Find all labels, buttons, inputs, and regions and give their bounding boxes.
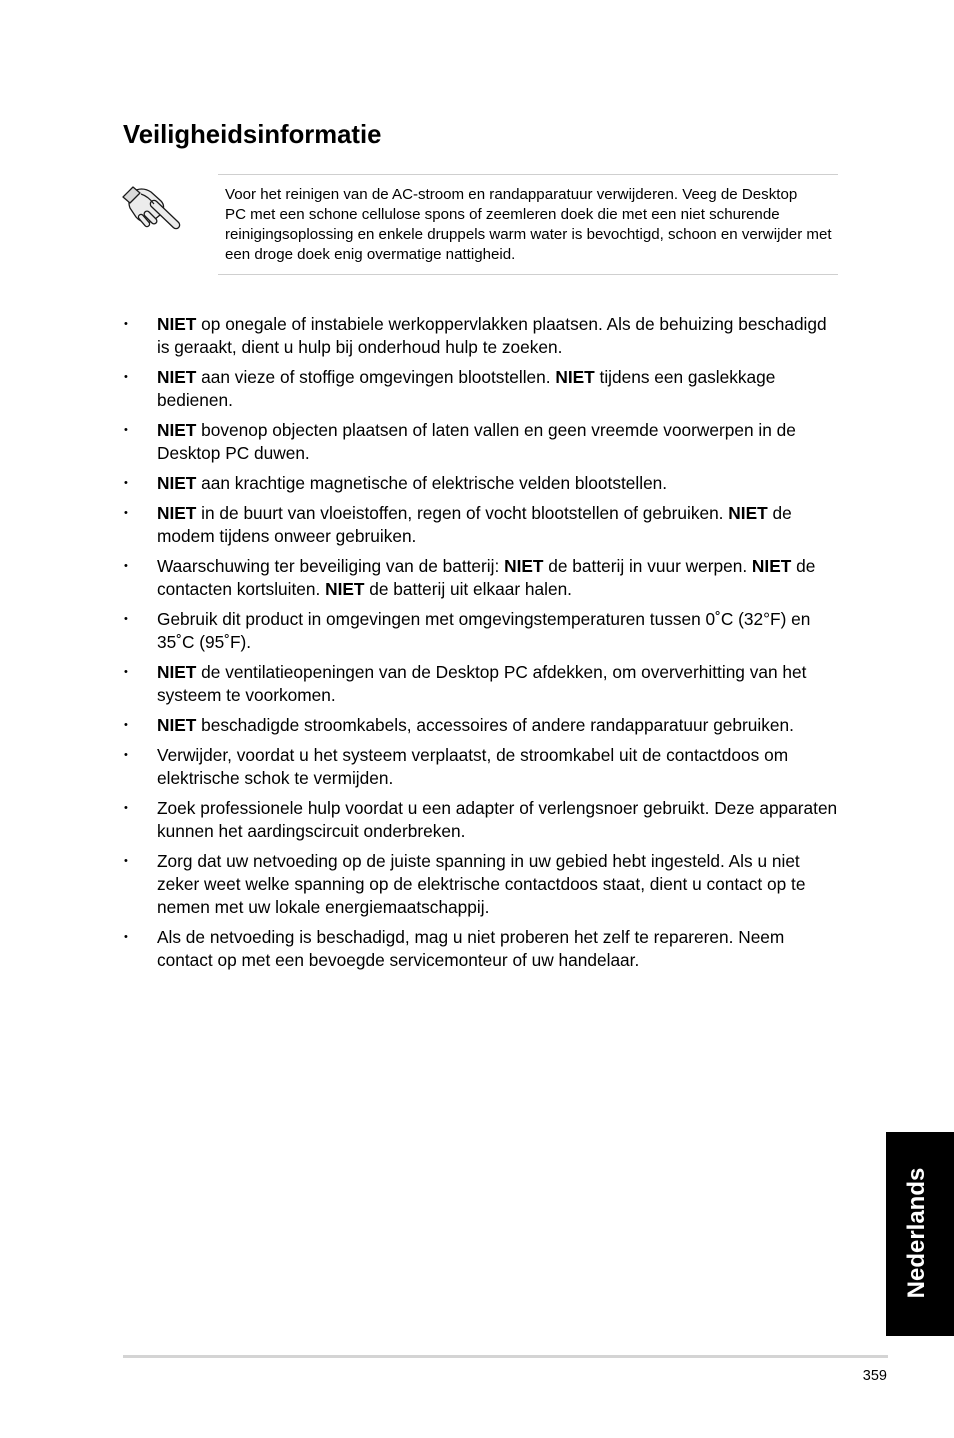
list-item-line — [157, 684, 837, 707]
list-item-text: Verwijder, voordat u het systeem verplaatst, de stroomkabel uit de contactdoos om — [157, 745, 789, 765]
list-item-line — [157, 850, 837, 873]
list-bullet: • — [124, 318, 128, 330]
list-bullet: • — [124, 931, 128, 943]
safety-list-item — [123, 714, 837, 737]
list-bullet: • — [124, 424, 128, 436]
niet-emphasis: NIET — [728, 503, 768, 523]
list-bullet: • — [124, 477, 128, 489]
list-item-line — [157, 366, 837, 389]
list-bullet: • — [124, 507, 128, 519]
list-item-text: Als de netvoeding is beschadigd, mag u niet proberen het zelf te repareren. Neem — [157, 927, 785, 947]
list-item-text: de batterij in vuur werpen. — [543, 556, 752, 576]
list-bullet: • — [124, 802, 128, 814]
list-item-line — [157, 661, 837, 684]
list-item-line — [157, 896, 837, 919]
list-item-line — [157, 336, 837, 359]
niet-emphasis: NIET — [325, 579, 365, 599]
list-item-line — [157, 820, 837, 843]
safety-list — [123, 313, 837, 979]
pointing-hand-icon — [121, 184, 181, 230]
niet-emphasis: NIET — [157, 662, 197, 682]
list-item-line — [157, 631, 837, 654]
niet-emphasis: NIET — [504, 556, 544, 576]
safety-list-item — [123, 502, 837, 548]
safety-list-item — [123, 608, 837, 654]
footer-rule — [123, 1355, 888, 1358]
niet-emphasis: NIET — [157, 314, 197, 334]
list-item-text: Desktop PC duwen. — [157, 443, 310, 463]
safety-list-item — [123, 797, 837, 843]
niet-emphasis: NIET — [157, 715, 197, 735]
list-item-text: systeem te voorkomen. — [157, 685, 336, 705]
list-item-text: 35˚C (95˚F). — [157, 632, 252, 652]
safety-list-item — [123, 472, 837, 495]
list-item-line — [157, 502, 837, 525]
list-item-text: beschadigde stroomkabels, accessoires of andere randapparatuur gebruiken. — [196, 715, 794, 735]
list-item-line — [157, 714, 837, 737]
niet-emphasis: NIET — [157, 473, 197, 493]
list-item-line — [157, 442, 837, 465]
note-line: Voor het reinigen van de AC-stroom en randapparatuur verwijderen. Veeg de Desktop — [225, 186, 798, 203]
list-item-text: Gebruik dit product in omgevingen met omgevingstemperaturen tussen 0˚C (32°F) en — [157, 609, 811, 629]
list-item-text: de — [791, 556, 816, 576]
list-item-text: aan vieze of stoffige omgevingen blootstellen. — [196, 367, 556, 387]
list-item-line — [157, 744, 837, 767]
list-item-text: de ventilatieopeningen van de Desktop PC afdekken, om oververhitting van het — [196, 662, 807, 682]
niet-emphasis: NIET — [157, 367, 197, 387]
side-tab-label: Nederlands — [902, 1167, 930, 1299]
safety-list-item — [123, 661, 837, 707]
note-line: een droge doek enig overmatige nattigheid. — [225, 246, 516, 263]
safety-list-item — [123, 555, 837, 601]
list-item-text: is geraakt, dient u hulp bij onderhoud hulp te zoeken. — [157, 337, 563, 357]
list-item-text: bovenop objecten plaatsen of laten vallen en geen vreemde voorwerpen in de — [196, 420, 796, 440]
list-bullet: • — [124, 719, 128, 731]
safety-list-item — [123, 313, 837, 359]
safety-list-item — [123, 366, 837, 412]
niet-emphasis: NIET — [751, 556, 792, 576]
list-item-line — [157, 767, 837, 790]
list-item-text: Zoek professionele hulp voordat u een adapter of verlengsnoer gebruikt. Deze apparaten — [157, 798, 838, 818]
list-item-text: in de buurt van vloeistoffen, regen of vocht blootstellen of gebruiken. — [196, 503, 729, 523]
list-bullet: • — [124, 371, 128, 383]
list-item-line — [157, 555, 837, 578]
list-item-line — [157, 419, 837, 442]
list-item-text: contact op met een bevoegde servicemonteur of uw handelaar. — [157, 950, 640, 970]
list-item-line — [157, 472, 837, 495]
page-title: Veiligheidsinformatie — [123, 121, 382, 149]
note-line: reinigingsoplossing en enkele druppels warm water is bevochtigd, schoon en verwijder met — [225, 226, 832, 243]
list-item-line — [157, 926, 837, 949]
niet-emphasis: NIET — [157, 503, 197, 523]
list-item-text: zeker weet welke spanning op de elektrische contactdoos staat, dient u contact op te — [157, 874, 806, 894]
safety-list-item — [123, 926, 837, 972]
safety-list-item — [123, 744, 837, 790]
list-item-line — [157, 797, 837, 820]
list-item-text: Zorg dat uw netvoeding op de juiste spanning in uw gebied hebt ingesteld. Als u niet — [157, 851, 800, 871]
list-item-line — [157, 608, 837, 631]
list-bullet: • — [124, 666, 128, 678]
list-bullet: • — [124, 749, 128, 761]
list-item-text: modem tijdens onweer gebruiken. — [157, 526, 417, 546]
note-box — [218, 174, 838, 275]
list-item-text: bedienen. — [157, 390, 233, 410]
list-item-line — [157, 578, 837, 601]
list-item-text: tijdens een gaslekkage — [594, 367, 776, 387]
list-item-line — [157, 313, 837, 336]
list-item-text: Waarschuwing ter beveiliging van de batterij: — [157, 556, 505, 576]
side-tab — [886, 1132, 954, 1336]
list-item-text: nemen met uw lokale energiemaatschappij. — [157, 897, 490, 917]
niet-emphasis: NIET — [157, 420, 197, 440]
list-item-text: op onegale of instabiele werkoppervlakken plaatsen. Als de behuizing beschadigd — [196, 314, 827, 334]
niet-emphasis: NIET — [555, 367, 595, 387]
list-item-text: de batterij uit elkaar halen. — [364, 579, 572, 599]
safety-list-item — [123, 419, 837, 465]
page-number: 359 — [862, 1368, 887, 1384]
list-item-text: elektrische schok te vermijden. — [157, 768, 394, 788]
list-item-line — [157, 525, 837, 548]
list-bullet: • — [124, 855, 128, 867]
list-item-text: de — [767, 503, 792, 523]
list-item-text: kunnen het aardingscircuit onderbreken. — [157, 821, 466, 841]
list-item-line — [157, 949, 837, 972]
note-line: PC met een schone cellulose spons of zeemleren doek die met een niet schurende — [225, 206, 780, 223]
list-bullet: • — [124, 613, 128, 625]
list-item-line — [157, 873, 837, 896]
list-item-text: aan krachtige magnetische of elektrische velden blootstellen. — [196, 473, 668, 493]
list-item-text: contacten kortsluiten. — [157, 579, 326, 599]
list-bullet: • — [124, 560, 128, 572]
list-item-line — [157, 389, 837, 412]
safety-list-item — [123, 850, 837, 919]
